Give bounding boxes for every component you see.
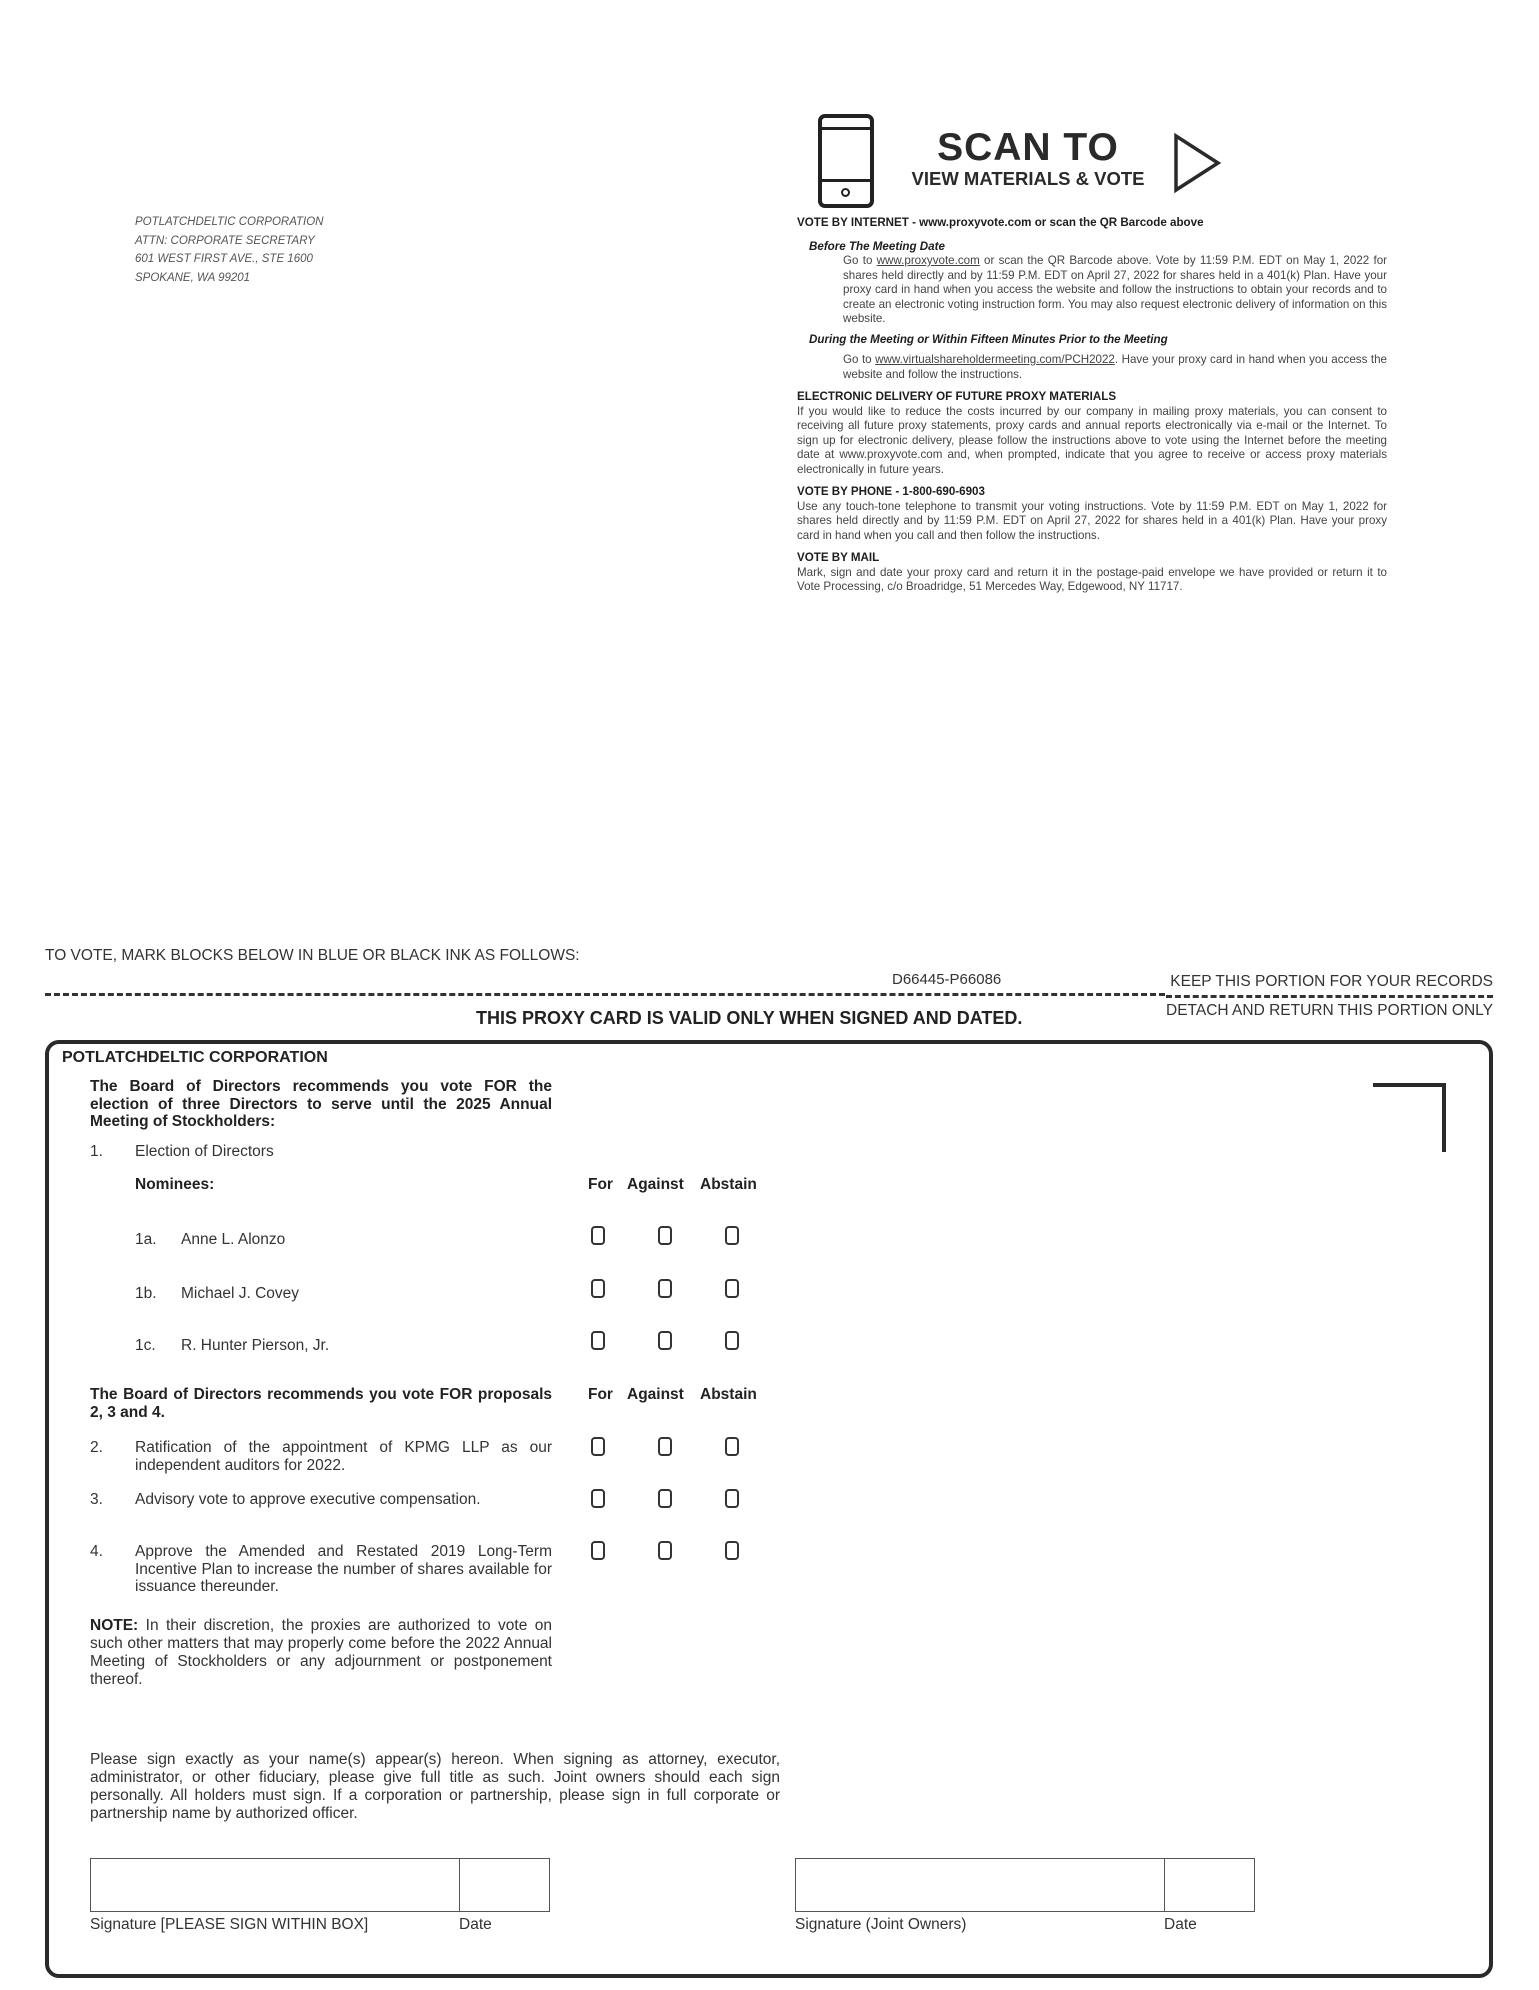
electronic-delivery-text: If you would like to reduce the costs incurred by our company in mailing proxy materials, you can consent to receiving all future proxy statements, proxy cards and annual reports electronically via e-mail or the Internet. To sign up for electronic delivery, please follow the instructions above to vote using the Internet before the meeting date at www.proxyvote.com and, when prompted, indicate that you agree to receive or access proxy materials electronically in future years. bbox=[797, 404, 1387, 476]
registration-corner-mark bbox=[1373, 1083, 1446, 1152]
column-against: Against bbox=[627, 1176, 684, 1193]
control-number: D66445-P66086 bbox=[892, 971, 1002, 988]
column-abstain: Abstain bbox=[700, 1176, 757, 1193]
nominee-name: R. Hunter Pierson, Jr. bbox=[181, 1337, 330, 1354]
joint-signature-date-divider bbox=[1164, 1858, 1165, 1912]
nominee-1b-for-checkbox[interactable] bbox=[591, 1279, 605, 1298]
scan-subtitle: VIEW MATERIALS & VOTE bbox=[911, 168, 1145, 189]
nominee-1b-abstain-checkbox[interactable] bbox=[725, 1279, 739, 1298]
joint-signature-label: Signature (Joint Owners) bbox=[795, 1916, 967, 1933]
proposal-text: Ratification of the appointment of KPMG LLP as our independent auditors for 2022. bbox=[135, 1439, 552, 1474]
mail-heading: VOTE BY MAIL bbox=[797, 551, 880, 564]
scan-to-vote-heading bbox=[898, 128, 1158, 190]
proposal-4-for-checkbox[interactable] bbox=[591, 1541, 605, 1560]
nominee-1a-abstain-checkbox[interactable] bbox=[725, 1226, 739, 1245]
valid-notice: THIS PROXY CARD IS VALID ONLY WHEN SIGNED AND DATED. bbox=[476, 1008, 1023, 1028]
phone-text: Use any touch-tone telephone to transmit your voting instructions. Vote by 11:59 P.M. EDT on May 1, 2022 for shares held directly and by 11:59 P.M. EDT on April 27, 2022 for shares held in a 401(k) Plan. Have your proxy card in hand when you call and then follow the instructions. bbox=[797, 499, 1387, 542]
nominee-number: 1c. bbox=[135, 1337, 156, 1354]
signature-box[interactable] bbox=[90, 1858, 550, 1912]
column-for: For bbox=[588, 1386, 613, 1403]
card-company-name: POTLATCHDELTIC CORPORATION bbox=[62, 1049, 328, 1066]
mark-instructions: TO VOTE, MARK BLOCKS BELOW IN BLUE OR BLACK INK AS FOLLOWS: bbox=[45, 947, 580, 964]
proposal-number: 2. bbox=[90, 1439, 103, 1456]
proposal-2-abstain-checkbox[interactable] bbox=[725, 1437, 739, 1456]
nominee-name: Michael J. Covey bbox=[181, 1285, 300, 1302]
proposal-3-against-checkbox[interactable] bbox=[658, 1489, 672, 1508]
joint-signature-box[interactable] bbox=[795, 1858, 1255, 1912]
date-label: Date bbox=[459, 1916, 492, 1933]
proposal-number: 4. bbox=[90, 1543, 103, 1560]
column-against: Against bbox=[627, 1386, 684, 1403]
board-recommendation-directors: The Board of Directors recommends you vote FOR the election of three Directors to serve until the 2025 Annual Meeting of Stockholders: bbox=[90, 1078, 552, 1130]
address-line: SPOKANE, WA 99201 bbox=[135, 271, 251, 284]
keep-portion-label: KEEP THIS PORTION FOR YOUR RECORDS bbox=[1170, 973, 1493, 990]
election-label: Election of Directors bbox=[135, 1143, 274, 1160]
board-recommendation-proposals: The Board of Directors recommends you vote FOR proposals 2, 3 and 4. bbox=[90, 1386, 552, 1421]
column-abstain: Abstain bbox=[700, 1386, 757, 1403]
discretion-note bbox=[90, 1617, 552, 1689]
signature-date-divider bbox=[459, 1858, 460, 1912]
mail-text: Mark, sign and date your proxy card and return it in the postage-paid envelope we have provided or return it to Vote Processing, c/o Broadridge, 51 Mercedes Way, Edgewood, NY 11717. bbox=[797, 565, 1387, 593]
during-meeting-heading: During the Meeting or Within Fifteen Minutes Prior to the Meeting bbox=[809, 332, 1168, 346]
electronic-delivery-heading: ELECTRONIC DELIVERY OF FUTURE PROXY MATERIALS bbox=[797, 390, 1117, 403]
proposal-3-abstain-checkbox[interactable] bbox=[725, 1489, 739, 1508]
nominee-1a-against-checkbox[interactable] bbox=[658, 1226, 672, 1245]
proposal-4-against-checkbox[interactable] bbox=[658, 1541, 672, 1560]
nominee-number: 1a. bbox=[135, 1231, 157, 1248]
internet-heading: VOTE BY INTERNET - www.proxyvote.com or scan the QR Barcode above bbox=[797, 216, 1204, 229]
proposal-4-abstain-checkbox[interactable] bbox=[725, 1541, 739, 1560]
joint-date-label: Date bbox=[1164, 1916, 1197, 1933]
proposal-3-for-checkbox[interactable] bbox=[591, 1489, 605, 1508]
return-address bbox=[135, 213, 324, 287]
item-number: 1. bbox=[90, 1143, 103, 1160]
proposal-text: Approve the Amended and Restated 2019 Long-Term Incentive Plan to increase the number of shares available for issuance thereunder. bbox=[135, 1543, 552, 1595]
nominee-1c-abstain-checkbox[interactable] bbox=[725, 1331, 739, 1350]
detach-return-label: DETACH AND RETURN THIS PORTION ONLY bbox=[1166, 995, 1493, 1020]
virtual-meeting-link[interactable]: www.virtualshareholdermeeting.com/PCH2022 bbox=[875, 353, 1115, 366]
voting-instructions bbox=[797, 216, 1387, 595]
proxy-card bbox=[45, 1040, 1493, 1978]
before-meeting-heading: Before The Meeting Date bbox=[809, 239, 945, 253]
play-arrow-icon bbox=[1172, 132, 1224, 194]
during-meeting-text: Go to www.virtualshareholdermeeting.com/PCH2022. Have your proxy card in hand when you access the website and follow the instructions. bbox=[843, 353, 1387, 381]
before-meeting-text: Go to www.proxyvote.com or scan the QR Barcode above. Vote by 11:59 P.M. EDT on May 1, 2022 for shares held directly and by 11:59 P.M. EDT on April 27, 2022 for shares held in a 401(k) Plan. Have your proxy card in hand when you access the website and follow the instructions to obtain your records and to create an electronic voting instruction form. You may also request electronic delivery of information on this website. bbox=[843, 254, 1388, 325]
address-line: 601 WEST FIRST AVE., STE 1600 bbox=[135, 253, 313, 265]
keep-detach-labels bbox=[1166, 973, 1493, 1020]
column-for: For bbox=[588, 1176, 613, 1193]
signature-label: Signature [PLEASE SIGN WITHIN BOX] bbox=[90, 1916, 369, 1933]
proposal-number: 3. bbox=[90, 1491, 103, 1508]
nominees-label: Nominees: bbox=[135, 1176, 215, 1193]
scan-title: SCAN TO bbox=[937, 126, 1119, 169]
nominee-1b-against-checkbox[interactable] bbox=[658, 1279, 672, 1298]
signing-instructions: Please sign exactly as your name(s) appear(s) hereon. When signing as attorney, executor, administrator, or other fiduciary, please give full title as such. Joint owners should each sign personally. All holders must sign. If a corporation or partnership, please sign in full corporate or partnership name by authorized officer. bbox=[90, 1751, 780, 1822]
phone-heading: VOTE BY PHONE - 1-800-690-6903 bbox=[797, 485, 985, 498]
address-line: POTLATCHDELTIC CORPORATION bbox=[135, 216, 324, 228]
nominee-1a-for-checkbox[interactable] bbox=[591, 1226, 605, 1245]
proxyvote-link[interactable]: www.proxyvote.com bbox=[876, 254, 980, 267]
address-line: ATTN: CORPORATE SECRETARY bbox=[135, 234, 315, 247]
proposal-2-against-checkbox[interactable] bbox=[658, 1437, 672, 1456]
detach-line bbox=[45, 993, 1165, 996]
nominee-number: 1b. bbox=[135, 1285, 157, 1302]
proposal-text: Advisory vote to approve executive compensation. bbox=[135, 1491, 481, 1508]
nominee-1c-for-checkbox[interactable] bbox=[591, 1331, 605, 1350]
note-text: In their discretion, the proxies are authorized to vote on such other matters that may properly come before the 2022 Annual Meeting of Stockholders or any adjournment or postponement thereof. bbox=[90, 1617, 552, 1688]
note-label: NOTE: bbox=[90, 1617, 139, 1634]
nominee-name: Anne L. Alonzo bbox=[181, 1231, 286, 1248]
proposal-2-for-checkbox[interactable] bbox=[591, 1437, 605, 1456]
nominee-1c-against-checkbox[interactable] bbox=[658, 1331, 672, 1350]
smartphone-icon bbox=[818, 114, 874, 208]
